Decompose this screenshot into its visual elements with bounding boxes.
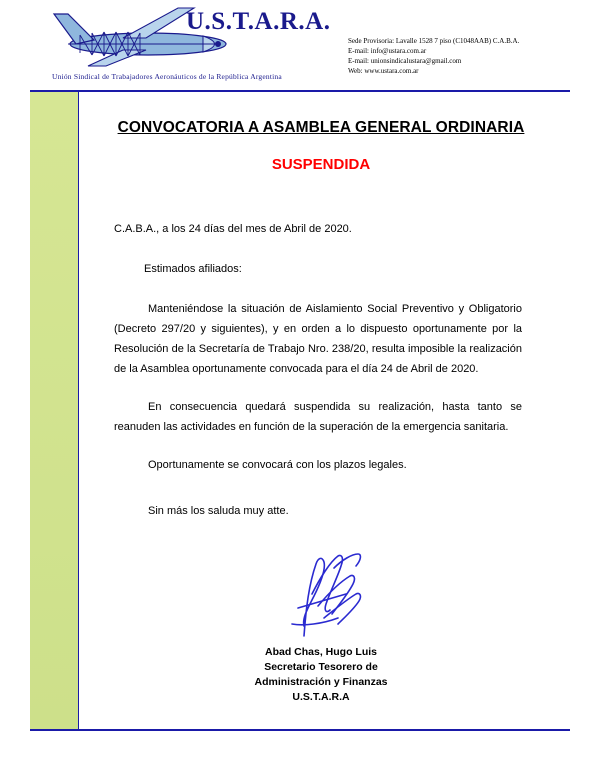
page-title: CONVOCATORIA A ASAMBLEA GENERAL ORDINARIA xyxy=(117,119,525,136)
left-decorative-band xyxy=(30,92,78,729)
paragraph-1: Manteniéndose la situación de Aislamiento Social Preventivo y Obligatorio (Decreto 297/20 y siguientes), y en orden a lo dispuesto oportunamente por la Resolución de la Secretaría de Trabajo Nro. 238/20, resulta imposible la realización de la Asamblea oportunamente convocada para el día 24 de Abril de 2020. xyxy=(114,303,522,375)
contact-line-address: Sede Provisoria: Lavalle 1528 7 piso (C1048AAB) C.A.B.A. xyxy=(348,37,520,45)
signature-role-line-1: Secretario Tesorero de xyxy=(264,661,378,673)
closing-line: Sin más los saluda muy atte. xyxy=(148,505,289,517)
contact-line-email-2: E-mail: unionsindicalustara@gmail.com xyxy=(348,57,462,65)
status-badge: SUSPENDIDA xyxy=(271,156,371,173)
document-header xyxy=(0,0,600,92)
place-and-date: C.A.B.A., a los 24 días del mes de Abril de 2020. xyxy=(114,223,352,235)
signature-role-line-2: Administración y Finanzas xyxy=(254,676,388,688)
signature-name: Abad Chas, Hugo Luis xyxy=(264,646,377,658)
contact-line-web: Web: www.ustara.com.ar xyxy=(348,67,419,75)
brand-subtitle: Unión Sindical de Trabajadores Aeronáuticos de la República Argentina xyxy=(52,72,282,81)
left-band-divider xyxy=(78,92,79,729)
signature-scrawl-icon xyxy=(246,548,396,643)
document-body xyxy=(96,108,546,517)
logo-block xyxy=(28,4,348,88)
contact-block xyxy=(348,36,519,76)
signature-organization: U.S.T.A.R.A xyxy=(292,691,350,703)
contact-line-email-1: E-mail: info@ustara.com.ar xyxy=(348,47,427,55)
paragraph-3: Oportunamente se convocará con los plazos legales. xyxy=(148,459,407,471)
paragraph-2: En consecuencia quedará suspendida su realización, hasta tanto se reanuden las actividades en función de la superación de la emergencia sanitaria. xyxy=(114,401,522,433)
footer-divider xyxy=(30,729,570,731)
signature-block xyxy=(96,548,546,705)
brand-title: U.S.T.A.R.A. xyxy=(186,8,331,35)
salutation: Estimados afiliados: xyxy=(144,263,242,275)
header-divider xyxy=(30,90,570,92)
